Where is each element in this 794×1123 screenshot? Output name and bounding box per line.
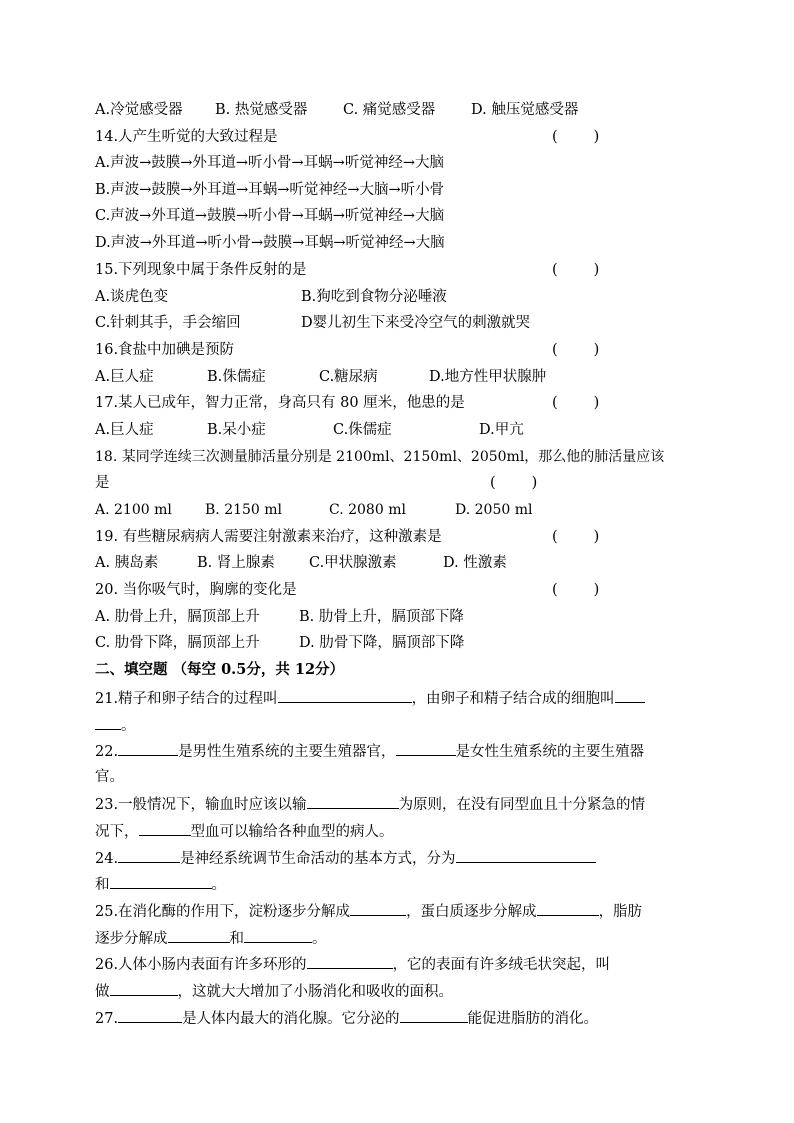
q25-line1: [95, 900, 642, 922]
q24-line2: [95, 873, 226, 895]
q14-option-a: A.声波→鼓膜→外耳道→听小骨→耳蜗→听觉神经→大脑: [95, 155, 444, 171]
q16-stem: 16.食盐中加碘是预防: [95, 342, 235, 358]
q21-line1: [95, 687, 645, 709]
q18-options: [95, 500, 532, 520]
q26-text-2: ，它的表面有许多绒毛状突起，叫: [392, 957, 611, 973]
q27-line1: [95, 1007, 598, 1029]
q15-stem: 15.下列现象中属于条件反射的是: [95, 262, 307, 278]
option-d: D.地方性甲状腺肿: [429, 369, 547, 385]
q21-blank-1[interactable]: [278, 687, 412, 703]
option-d: D. 肋骨下降，膈顶部下降: [299, 635, 465, 651]
paren-close: ): [593, 129, 600, 145]
q24-text-4: 。: [211, 877, 226, 893]
option-d: D.甲亢: [479, 422, 524, 438]
q18-stem-cont: 是: [95, 475, 110, 491]
paren-open: (: [490, 475, 496, 491]
q20-options-row1: [95, 607, 464, 627]
q21-line2: [95, 714, 136, 736]
option-c: C.糖尿病: [319, 369, 378, 385]
option-b: B.呆小症: [207, 422, 266, 438]
option-d: D婴儿初生下来受冷空气的刺激就哭: [301, 315, 531, 331]
option-d: D. 2050 ml: [455, 502, 533, 518]
q23-blank-1[interactable]: [307, 793, 399, 809]
q24-blank-1[interactable]: [118, 847, 180, 863]
option-c: C. 痛觉感受器: [343, 102, 436, 118]
q26-text-3: 做: [95, 984, 110, 1000]
q21-text-1: 21.精子和卵子结合的过程叫: [95, 691, 278, 707]
q15-options-row2: [95, 313, 530, 333]
q23-line1: [95, 793, 645, 815]
q17-answer-bracket[interactable]: [552, 393, 599, 413]
q22-text-1: 22.: [95, 744, 119, 760]
q25-line2: [95, 927, 327, 949]
q22-text-3: 是女性生殖系统的主要生殖器: [455, 744, 645, 760]
option-a: A.巨人症: [95, 422, 154, 438]
q27-text-1: 27.: [95, 1011, 119, 1027]
q17-options: [95, 420, 524, 440]
q21-text-2: ，由卵子和精子结合成的细胞叫: [411, 691, 615, 707]
option-a: A. 肋骨上升，膈顶部上升: [95, 609, 260, 625]
q20-answer-bracket[interactable]: [552, 580, 599, 600]
q25-text-5: 和: [229, 931, 244, 947]
q26-text-4: ，这就大大增加了小肠消化和吸收的面积。: [177, 984, 453, 1000]
q25-text-1: 25.在消化酶的作用下，淀粉逐步分解成: [95, 904, 351, 920]
q24-text-2: 是神经系统调节生命活动的基本方式，分为: [180, 851, 456, 867]
paren-close: ): [593, 342, 600, 358]
q15-answer-bracket[interactable]: [552, 260, 599, 280]
q23-text-2: 为原则，在没有同型血且十分紧急的情: [398, 797, 646, 813]
option-c: C.针刺其手，手会缩回: [95, 315, 241, 331]
q25-blank-2[interactable]: [537, 900, 599, 916]
q24-blank-2[interactable]: [456, 847, 596, 863]
q21-text-3: 。: [121, 718, 136, 734]
q18-answer-bracket[interactable]: [490, 473, 537, 493]
q15-options-row1: [95, 287, 447, 307]
option-c: C. 肋骨下降，膈顶部上升: [95, 635, 260, 651]
option-c: C.甲状腺激素: [309, 555, 397, 571]
q20-options-row2: [95, 633, 464, 653]
q24-text-1: 24.: [95, 851, 119, 867]
q25-text-3: ，脂肪: [598, 904, 643, 920]
paren-open: (: [552, 262, 558, 278]
paren-close: ): [593, 529, 600, 545]
q25-blank-3[interactable]: [168, 927, 230, 943]
q20-stem: 20. 当你吸气时，胸廓的变化是: [95, 582, 297, 598]
q27-text-3: 能促进脂肪的消化。: [467, 1011, 599, 1027]
q27-text-2: 是人体内最大的消化腺。它分泌的: [182, 1011, 400, 1027]
q25-blank-4[interactable]: [244, 927, 312, 943]
q16-options: [95, 367, 546, 387]
option-d: D. 触压觉感受器: [471, 102, 579, 118]
q24-line1: [95, 847, 596, 869]
q22-blank-1[interactable]: [118, 740, 178, 756]
q19-options: [95, 553, 507, 573]
option-b: B.狗吃到食物分泌唾液: [301, 289, 447, 305]
q26-blank-1[interactable]: [307, 953, 393, 969]
option-b: B.侏儒症: [207, 369, 266, 385]
q26-blank-2[interactable]: [110, 980, 178, 996]
q16-answer-bracket[interactable]: [552, 340, 599, 360]
q25-text-2: ，蛋白质逐步分解成: [406, 904, 537, 920]
q22-text-2: 是男性生殖系统的主要生殖器官，: [178, 744, 396, 760]
option-b: B. 肋骨上升，膈顶部下降: [299, 609, 464, 625]
q24-blank-3[interactable]: [110, 873, 212, 889]
option-b: B. 肾上腺素: [197, 555, 275, 571]
q14-option-b: B.声波→鼓膜→外耳道→耳蜗→听觉神经→大脑→听小骨: [95, 182, 445, 198]
q27-blank-2[interactable]: [400, 1007, 468, 1023]
q14-option-c: C.声波→外耳道→鼓膜→听小骨→耳蜗→听觉神经→大脑: [95, 208, 445, 224]
paren-open: (: [552, 529, 558, 545]
paren-open: (: [552, 129, 558, 145]
paren-close: ): [593, 262, 600, 278]
paren-open: (: [552, 582, 558, 598]
q25-text-4: 逐步分解成: [95, 931, 168, 947]
option-b: B. 热觉感受器: [215, 102, 308, 118]
paren-close: ): [531, 475, 538, 491]
option-a: A.谈虎色变: [95, 289, 169, 305]
q18-stem: 18. 某同学连续三次测量肺活量分别是 2100ml、2150ml、2050ml，那么他的肺活量应该: [95, 449, 665, 465]
q24-text-3: 和: [95, 877, 110, 893]
q23-blank-2[interactable]: [139, 820, 191, 836]
q26-line2: [95, 980, 453, 1002]
q25-blank-1[interactable]: [350, 900, 406, 916]
q21-blank-2-cont[interactable]: [95, 714, 121, 730]
paren-close: ): [593, 395, 600, 411]
option-a: A. 2100 ml: [95, 502, 172, 518]
option-a: A. 胰岛素: [95, 555, 159, 571]
section-heading: 二、填空题 （每空 0.5分，共 12分）: [95, 661, 345, 678]
q23-text-4: 型血可以输给各种血型的病人。: [190, 824, 394, 840]
option-d: D. 性激素: [443, 555, 507, 571]
paren-close: ): [593, 582, 600, 598]
q21-blank-2[interactable]: [615, 687, 645, 703]
q23-text-1: 23.一般情况下，输血时应该以输: [95, 797, 307, 813]
option-b: B. 2150 ml: [205, 502, 283, 518]
option-c: C. 2080 ml: [329, 502, 406, 518]
q22-text-4: 官。: [95, 769, 124, 785]
option-a: A.冷觉感受器: [95, 102, 183, 118]
q27-blank-1[interactable]: [118, 1007, 182, 1023]
option-c: C.侏儒症: [333, 422, 392, 438]
q23-line2: [95, 820, 394, 842]
q26-text-1: 26.人体小肠内表面有许多环形的: [95, 957, 307, 973]
q25-text-6: 。: [312, 931, 327, 947]
q22-blank-2[interactable]: [396, 740, 456, 756]
q22-line1: [95, 740, 644, 762]
q14-answer-bracket[interactable]: [552, 127, 599, 147]
q19-stem: 19. 有些糖尿病病人需要注射激素来治疗，这种激素是: [95, 529, 442, 545]
paren-open: (: [552, 342, 558, 358]
q23-text-3: 况下，: [95, 824, 139, 840]
q19-answer-bracket[interactable]: [552, 527, 599, 547]
q26-line1: [95, 953, 610, 975]
q17-stem: 17.某人已成年，智力正常，身高只有 80 厘米，他患的是: [95, 395, 465, 411]
option-a: A.巨人症: [95, 369, 154, 385]
q13-options: [95, 100, 578, 120]
q14-option-d: D.声波→外耳道→听小骨→鼓膜→耳蜗→听觉神经→大脑: [95, 235, 445, 251]
q14-stem: 14.人产生听觉的大致过程是: [95, 129, 278, 145]
paren-open: (: [552, 395, 558, 411]
